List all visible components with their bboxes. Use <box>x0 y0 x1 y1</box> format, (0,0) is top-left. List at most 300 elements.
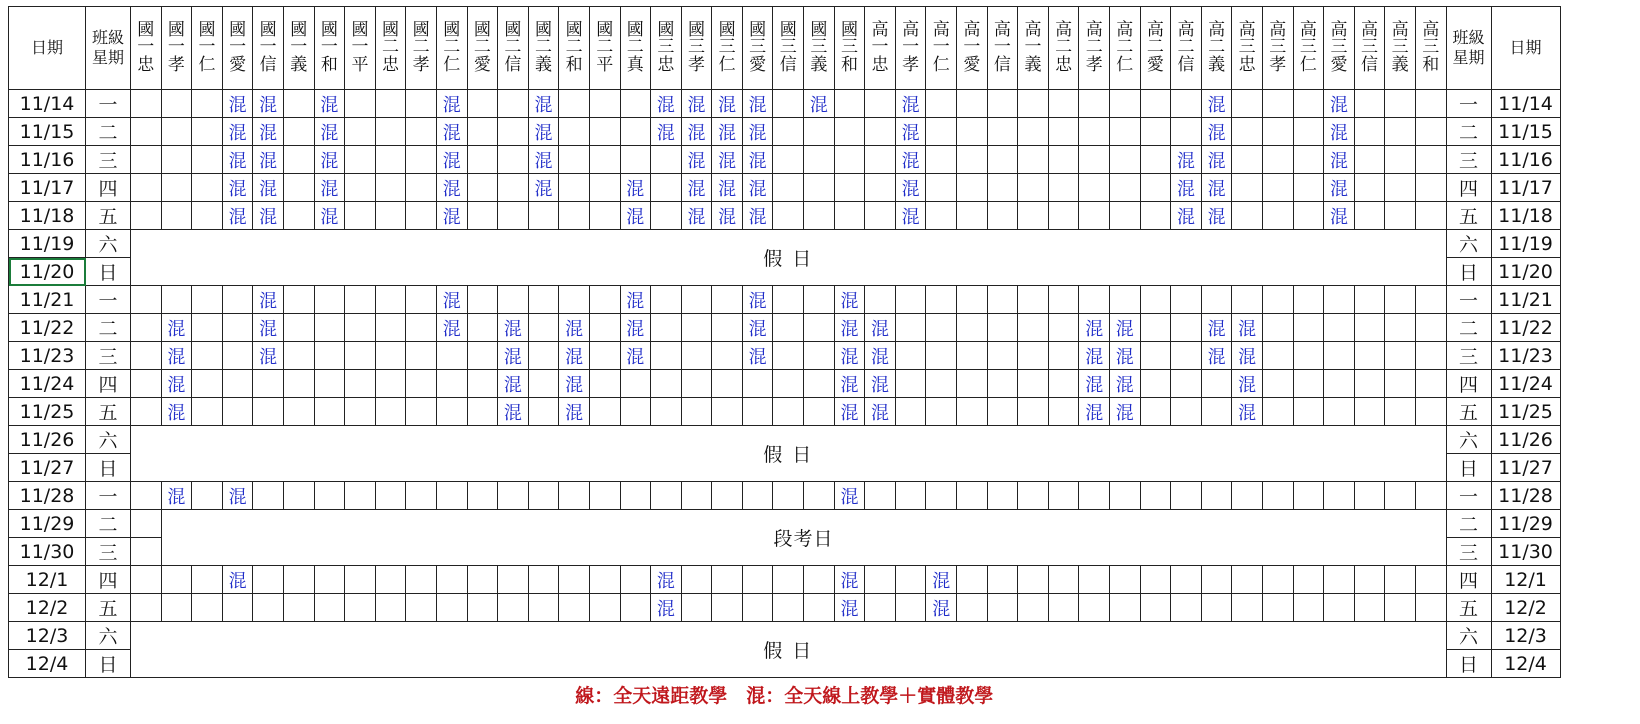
class-cell[interactable] <box>314 146 345 174</box>
class-cell[interactable] <box>436 146 467 174</box>
class-cell[interactable] <box>375 118 406 146</box>
class-cell[interactable] <box>1018 482 1049 510</box>
header-class-0[interactable] <box>131 7 162 90</box>
class-cell[interactable] <box>1415 314 1446 342</box>
class-cell[interactable] <box>1324 118 1355 146</box>
class-cell[interactable] <box>1385 146 1416 174</box>
class-cell[interactable] <box>1354 118 1385 146</box>
header-class-9[interactable] <box>406 7 437 90</box>
date-cell-right[interactable] <box>1491 538 1560 566</box>
class-cell[interactable] <box>222 342 253 370</box>
class-cell[interactable] <box>1201 174 1232 202</box>
class-cell[interactable] <box>773 118 804 146</box>
class-cell[interactable] <box>528 398 559 426</box>
class-cell[interactable] <box>375 566 406 594</box>
class-cell[interactable] <box>345 566 376 594</box>
header-class-39[interactable] <box>1324 7 1355 90</box>
header-class-17[interactable] <box>651 7 682 90</box>
class-cell[interactable] <box>865 482 896 510</box>
date-cell-left[interactable] <box>9 314 86 342</box>
date-cell-left[interactable] <box>9 566 86 594</box>
class-cell[interactable] <box>1079 174 1110 202</box>
weekday-cell-right[interactable] <box>1446 174 1491 202</box>
class-cell[interactable] <box>895 174 926 202</box>
header-class-41[interactable] <box>1385 7 1416 90</box>
class-cell[interactable] <box>1354 314 1385 342</box>
class-cell[interactable] <box>498 482 529 510</box>
class-cell[interactable] <box>1140 594 1171 622</box>
class-cell[interactable] <box>1079 482 1110 510</box>
class-cell[interactable] <box>131 174 162 202</box>
class-cell[interactable] <box>528 594 559 622</box>
class-cell[interactable] <box>957 174 988 202</box>
class-cell[interactable] <box>1171 286 1202 314</box>
class-cell[interactable] <box>651 90 682 118</box>
class-cell[interactable] <box>375 314 406 342</box>
class-cell[interactable] <box>1140 342 1171 370</box>
class-cell[interactable] <box>222 482 253 510</box>
class-cell[interactable] <box>681 118 712 146</box>
class-cell[interactable] <box>222 398 253 426</box>
class-cell[interactable] <box>1354 398 1385 426</box>
class-cell[interactable] <box>1201 482 1232 510</box>
class-cell[interactable] <box>131 398 162 426</box>
class-cell[interactable] <box>1048 370 1079 398</box>
header-class-35[interactable] <box>1201 7 1232 90</box>
class-cell[interactable] <box>161 146 192 174</box>
class-cell[interactable] <box>283 398 314 426</box>
class-cell[interactable] <box>1262 398 1293 426</box>
class-cell[interactable] <box>1140 566 1171 594</box>
class-cell[interactable] <box>1018 286 1049 314</box>
class-cell[interactable] <box>559 594 590 622</box>
class-cell[interactable] <box>406 286 437 314</box>
class-cell[interactable] <box>467 370 498 398</box>
class-cell[interactable] <box>773 90 804 118</box>
class-cell[interactable] <box>804 566 835 594</box>
date-cell-right[interactable] <box>1491 314 1560 342</box>
class-cell[interactable] <box>620 118 651 146</box>
header-class-36[interactable] <box>1232 7 1263 90</box>
class-cell[interactable] <box>1140 482 1171 510</box>
class-cell[interactable] <box>834 202 865 230</box>
class-cell[interactable] <box>314 482 345 510</box>
weekday-cell-left[interactable] <box>86 370 131 398</box>
class-cell[interactable] <box>1079 566 1110 594</box>
class-cell[interactable] <box>834 118 865 146</box>
class-cell[interactable] <box>222 286 253 314</box>
class-cell[interactable] <box>681 594 712 622</box>
class-cell[interactable] <box>498 118 529 146</box>
class-cell[interactable] <box>375 370 406 398</box>
class-cell[interactable] <box>620 398 651 426</box>
class-cell[interactable] <box>1018 174 1049 202</box>
class-cell[interactable] <box>620 594 651 622</box>
class-cell[interactable] <box>1079 398 1110 426</box>
class-cell[interactable] <box>1171 398 1202 426</box>
date-cell-left[interactable] <box>9 342 86 370</box>
date-cell-left[interactable] <box>9 90 86 118</box>
header-class-2[interactable] <box>192 7 223 90</box>
class-cell[interactable] <box>528 202 559 230</box>
date-cell-right[interactable] <box>1491 146 1560 174</box>
class-cell[interactable] <box>834 90 865 118</box>
weekday-cell-left[interactable] <box>86 622 131 650</box>
header-class-27[interactable] <box>957 7 988 90</box>
class-cell[interactable] <box>742 594 773 622</box>
class-cell[interactable] <box>345 398 376 426</box>
class-cell[interactable] <box>773 342 804 370</box>
header-class-week-right[interactable] <box>1446 7 1491 90</box>
class-cell[interactable] <box>253 174 284 202</box>
class-cell[interactable] <box>926 342 957 370</box>
class-cell[interactable] <box>467 342 498 370</box>
class-cell[interactable] <box>314 566 345 594</box>
class-cell[interactable] <box>1262 342 1293 370</box>
class-cell[interactable] <box>528 566 559 594</box>
class-cell[interactable] <box>834 370 865 398</box>
class-cell[interactable] <box>865 286 896 314</box>
class-cell[interactable] <box>1140 146 1171 174</box>
class-cell[interactable] <box>1018 594 1049 622</box>
class-cell[interactable] <box>498 566 529 594</box>
class-cell[interactable] <box>161 314 192 342</box>
class-cell[interactable] <box>559 398 590 426</box>
class-cell[interactable] <box>131 286 162 314</box>
weekday-cell-right[interactable] <box>1446 538 1491 566</box>
date-cell-left[interactable] <box>9 426 86 454</box>
date-cell-right[interactable] <box>1491 398 1560 426</box>
weekday-cell-left[interactable] <box>86 174 131 202</box>
class-cell[interactable] <box>222 314 253 342</box>
class-cell[interactable] <box>283 566 314 594</box>
class-cell[interactable] <box>1354 202 1385 230</box>
class-cell[interactable] <box>192 90 223 118</box>
class-cell[interactable] <box>1018 146 1049 174</box>
class-cell[interactable] <box>559 118 590 146</box>
class-cell[interactable] <box>895 202 926 230</box>
class-cell[interactable] <box>804 90 835 118</box>
date-cell-right[interactable] <box>1491 202 1560 230</box>
class-cell[interactable] <box>1048 90 1079 118</box>
class-cell[interactable] <box>589 398 620 426</box>
class-cell[interactable] <box>406 566 437 594</box>
class-cell[interactable] <box>620 314 651 342</box>
date-cell-left[interactable] <box>9 650 86 678</box>
class-cell[interactable] <box>957 370 988 398</box>
class-cell[interactable] <box>406 370 437 398</box>
class-cell[interactable] <box>498 202 529 230</box>
class-cell[interactable] <box>498 370 529 398</box>
class-cell[interactable] <box>314 594 345 622</box>
class-cell[interactable] <box>834 398 865 426</box>
class-cell[interactable] <box>131 482 162 510</box>
class-cell[interactable] <box>283 174 314 202</box>
class-cell[interactable] <box>192 482 223 510</box>
class-cell[interactable] <box>742 174 773 202</box>
weekday-cell-right[interactable] <box>1446 398 1491 426</box>
class-cell[interactable] <box>314 174 345 202</box>
class-cell[interactable] <box>498 398 529 426</box>
date-cell-left[interactable] <box>9 258 86 286</box>
class-cell[interactable] <box>498 286 529 314</box>
class-cell[interactable] <box>161 286 192 314</box>
class-cell[interactable] <box>283 146 314 174</box>
class-cell[interactable] <box>1140 90 1171 118</box>
class-cell[interactable] <box>1262 118 1293 146</box>
class-cell[interactable] <box>957 146 988 174</box>
class-cell[interactable] <box>1415 90 1446 118</box>
class-cell[interactable] <box>345 146 376 174</box>
class-cell[interactable] <box>987 202 1018 230</box>
class-cell[interactable] <box>222 174 253 202</box>
class-cell[interactable] <box>436 118 467 146</box>
class-cell[interactable] <box>528 286 559 314</box>
weekday-cell-right[interactable] <box>1446 622 1491 650</box>
class-cell[interactable] <box>161 398 192 426</box>
class-cell[interactable] <box>1232 202 1263 230</box>
class-cell[interactable] <box>1415 174 1446 202</box>
class-cell[interactable] <box>283 370 314 398</box>
class-cell[interactable] <box>834 482 865 510</box>
class-cell[interactable] <box>559 286 590 314</box>
class-cell[interactable] <box>742 202 773 230</box>
class-cell[interactable] <box>1201 286 1232 314</box>
class-cell[interactable] <box>1048 398 1079 426</box>
class-cell[interactable] <box>742 314 773 342</box>
class-cell[interactable] <box>131 538 162 566</box>
class-cell[interactable] <box>1354 286 1385 314</box>
class-cell[interactable] <box>589 594 620 622</box>
class-cell[interactable] <box>1293 314 1324 342</box>
class-cell[interactable] <box>345 594 376 622</box>
class-cell[interactable] <box>1232 594 1263 622</box>
class-cell[interactable] <box>804 482 835 510</box>
class-cell[interactable] <box>957 482 988 510</box>
class-cell[interactable] <box>1293 342 1324 370</box>
class-cell[interactable] <box>1354 90 1385 118</box>
class-cell[interactable] <box>773 314 804 342</box>
class-cell[interactable] <box>895 594 926 622</box>
date-cell-right[interactable] <box>1491 286 1560 314</box>
class-cell[interactable] <box>1171 594 1202 622</box>
class-cell[interactable] <box>620 482 651 510</box>
date-cell-left[interactable] <box>9 146 86 174</box>
class-cell[interactable] <box>1324 314 1355 342</box>
class-cell[interactable] <box>1048 314 1079 342</box>
class-cell[interactable] <box>681 342 712 370</box>
class-cell[interactable] <box>1293 594 1324 622</box>
class-cell[interactable] <box>804 342 835 370</box>
class-cell[interactable] <box>773 286 804 314</box>
class-cell[interactable] <box>1232 90 1263 118</box>
class-cell[interactable] <box>436 370 467 398</box>
class-cell[interactable] <box>865 174 896 202</box>
class-cell[interactable] <box>345 370 376 398</box>
class-cell[interactable] <box>1201 342 1232 370</box>
class-cell[interactable] <box>131 594 162 622</box>
class-cell[interactable] <box>528 118 559 146</box>
weekday-cell-left[interactable] <box>86 146 131 174</box>
class-cell[interactable] <box>1140 314 1171 342</box>
weekday-cell-left[interactable] <box>86 314 131 342</box>
class-cell[interactable] <box>131 342 162 370</box>
class-cell[interactable] <box>926 286 957 314</box>
date-cell-left[interactable] <box>9 398 86 426</box>
class-cell[interactable] <box>1201 566 1232 594</box>
class-cell[interactable] <box>253 566 284 594</box>
class-cell[interactable] <box>1110 482 1141 510</box>
class-cell[interactable] <box>1201 118 1232 146</box>
class-cell[interactable] <box>1293 202 1324 230</box>
class-cell[interactable] <box>1201 370 1232 398</box>
class-cell[interactable] <box>192 286 223 314</box>
class-cell[interactable] <box>345 202 376 230</box>
class-cell[interactable] <box>1110 314 1141 342</box>
class-cell[interactable] <box>375 398 406 426</box>
class-cell[interactable] <box>192 202 223 230</box>
class-cell[interactable] <box>1232 118 1263 146</box>
class-cell[interactable] <box>895 398 926 426</box>
class-cell[interactable] <box>1354 594 1385 622</box>
class-cell[interactable] <box>436 314 467 342</box>
class-cell[interactable] <box>1354 146 1385 174</box>
class-cell[interactable] <box>742 286 773 314</box>
class-cell[interactable] <box>742 566 773 594</box>
class-cell[interactable] <box>1110 342 1141 370</box>
class-cell[interactable] <box>773 202 804 230</box>
class-cell[interactable] <box>406 342 437 370</box>
date-cell-right[interactable] <box>1491 566 1560 594</box>
header-class-11[interactable] <box>467 7 498 90</box>
class-cell[interactable] <box>253 146 284 174</box>
class-cell[interactable] <box>1201 202 1232 230</box>
class-cell[interactable] <box>834 146 865 174</box>
class-cell[interactable] <box>1415 342 1446 370</box>
class-cell[interactable] <box>712 90 743 118</box>
class-cell[interactable] <box>1354 342 1385 370</box>
class-cell[interactable] <box>895 286 926 314</box>
class-cell[interactable] <box>681 566 712 594</box>
class-cell[interactable] <box>1171 482 1202 510</box>
header-class-6[interactable] <box>314 7 345 90</box>
class-cell[interactable] <box>804 594 835 622</box>
class-cell[interactable] <box>773 566 804 594</box>
class-cell[interactable] <box>987 286 1018 314</box>
class-cell[interactable] <box>1293 482 1324 510</box>
weekday-cell-left[interactable] <box>86 202 131 230</box>
class-cell[interactable] <box>895 566 926 594</box>
class-cell[interactable] <box>528 314 559 342</box>
class-cell[interactable] <box>467 314 498 342</box>
class-cell[interactable] <box>1171 118 1202 146</box>
weekday-cell-left[interactable] <box>86 482 131 510</box>
class-cell[interactable] <box>222 118 253 146</box>
class-cell[interactable] <box>345 118 376 146</box>
class-cell[interactable] <box>345 174 376 202</box>
class-cell[interactable] <box>620 174 651 202</box>
class-cell[interactable] <box>773 398 804 426</box>
class-cell[interactable] <box>926 174 957 202</box>
class-cell[interactable] <box>222 594 253 622</box>
class-cell[interactable] <box>681 398 712 426</box>
class-cell[interactable] <box>436 482 467 510</box>
weekday-cell-right[interactable] <box>1446 118 1491 146</box>
class-cell[interactable] <box>406 90 437 118</box>
class-cell[interactable] <box>1048 286 1079 314</box>
class-cell[interactable] <box>131 202 162 230</box>
class-cell[interactable] <box>1293 146 1324 174</box>
date-cell-left[interactable] <box>9 118 86 146</box>
exam-day-block[interactable] <box>161 510 1446 566</box>
class-cell[interactable] <box>987 174 1018 202</box>
class-cell[interactable] <box>895 370 926 398</box>
weekday-cell-left[interactable] <box>86 342 131 370</box>
class-cell[interactable] <box>253 118 284 146</box>
class-cell[interactable] <box>865 118 896 146</box>
class-cell[interactable] <box>253 398 284 426</box>
class-cell[interactable] <box>528 370 559 398</box>
class-cell[interactable] <box>926 482 957 510</box>
header-class-1[interactable] <box>161 7 192 90</box>
class-cell[interactable] <box>1048 146 1079 174</box>
class-cell[interactable] <box>375 482 406 510</box>
class-cell[interactable] <box>681 314 712 342</box>
class-cell[interactable] <box>406 482 437 510</box>
class-cell[interactable] <box>161 566 192 594</box>
class-cell[interactable] <box>467 174 498 202</box>
class-cell[interactable] <box>651 286 682 314</box>
class-cell[interactable] <box>1079 146 1110 174</box>
header-class-40[interactable] <box>1354 7 1385 90</box>
class-cell[interactable] <box>712 118 743 146</box>
class-cell[interactable] <box>651 566 682 594</box>
class-cell[interactable] <box>1385 314 1416 342</box>
class-cell[interactable] <box>253 370 284 398</box>
class-cell[interactable] <box>1293 118 1324 146</box>
class-cell[interactable] <box>804 286 835 314</box>
class-cell[interactable] <box>1079 594 1110 622</box>
class-cell[interactable] <box>192 118 223 146</box>
class-cell[interactable] <box>1262 482 1293 510</box>
class-cell[interactable] <box>314 398 345 426</box>
class-cell[interactable] <box>406 314 437 342</box>
class-cell[interactable] <box>742 146 773 174</box>
date-cell-right[interactable] <box>1491 426 1560 454</box>
class-cell[interactable] <box>1262 314 1293 342</box>
date-cell-right[interactable] <box>1491 174 1560 202</box>
class-cell[interactable] <box>131 118 162 146</box>
class-cell[interactable] <box>222 370 253 398</box>
class-cell[interactable] <box>895 342 926 370</box>
class-cell[interactable] <box>1201 314 1232 342</box>
class-cell[interactable] <box>1354 482 1385 510</box>
class-cell[interactable] <box>926 118 957 146</box>
class-cell[interactable] <box>222 202 253 230</box>
class-cell[interactable] <box>1324 398 1355 426</box>
weekday-cell-left[interactable] <box>86 258 131 286</box>
class-cell[interactable] <box>436 566 467 594</box>
class-cell[interactable] <box>1385 90 1416 118</box>
header-class-25[interactable] <box>895 7 926 90</box>
class-cell[interactable] <box>804 314 835 342</box>
class-cell[interactable] <box>712 174 743 202</box>
class-cell[interactable] <box>620 286 651 314</box>
class-cell[interactable] <box>651 370 682 398</box>
class-cell[interactable] <box>1171 90 1202 118</box>
class-cell[interactable] <box>375 90 406 118</box>
date-cell-right[interactable] <box>1491 482 1560 510</box>
